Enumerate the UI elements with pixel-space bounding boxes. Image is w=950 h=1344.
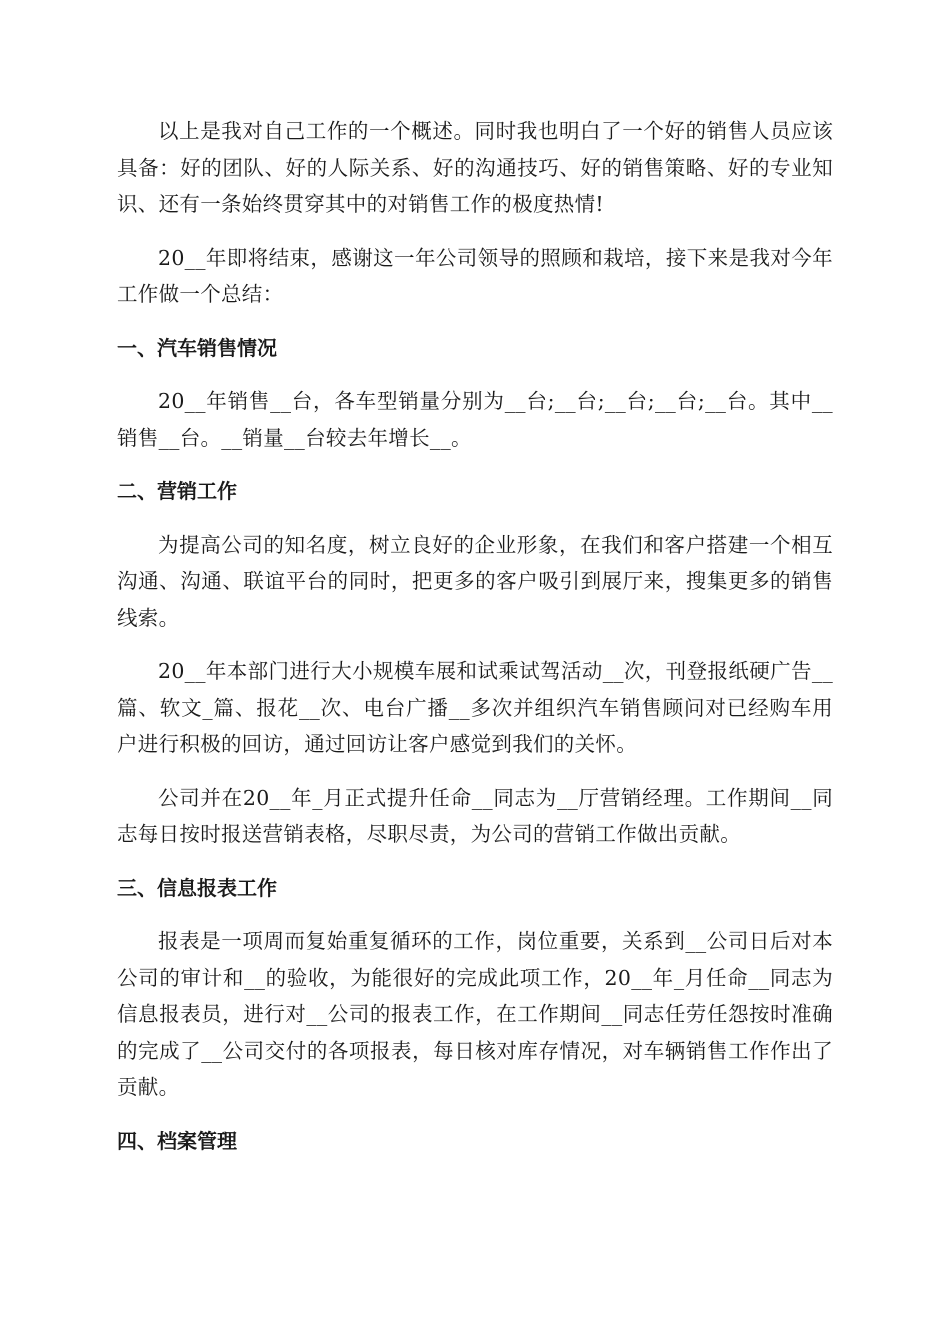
paragraph-summary-overview: 以上是我对自己工作的一个概述。同时我也明白了一个好的销售人员应该具备：好的团队、好的人际关系、好的沟通技巧、好的销售策略、好的专业知识、还有一条始终贯穿其中的对销售工作的极度热情! <box>117 119 833 216</box>
paragraph-manager-appointment: 公司并在20__年_月正式提升任命__同志为__厅营销经理。工作期间__同志每日按时报送营销表格，尽职尽责，为公司的营销工作做出贡献。 <box>117 785 833 846</box>
paragraph-reports-work: 报表是一项周而复始重复循环的工作，岗位重要，关系到__公司日后对本公司的审计和__的验收，为能很好的完成此项工作，20__年_月任命__同志为信息报表员，进行对__公司的报表工作，在工作期间__同志任劳任怨按时准确的完成了__公司交付的各项报表，每日核对库存情况，对车辆销售工作作出了贡献。 <box>117 929 833 1099</box>
document-body <box>117 113 833 1176</box>
paragraph-sales-figures: 20__年销售__台，各车型销量分别为__台;__台;__台;__台;__台。其中__销售__台。__销量__台较去年增长__。 <box>117 389 833 450</box>
section-heading-marketing: 二、营销工作 <box>117 479 237 503</box>
section-heading-archives: 四、档案管理 <box>117 1128 237 1153</box>
paragraph-marketing-goal: 为提高公司的知名度，树立良好的企业形象，在我们和客户搭建一个相互沟通、沟通、联谊平台的同时，把更多的客户吸引到展厅来，搜集更多的销售线索。 <box>117 532 833 630</box>
paragraph-year-end-intro: 20__年即将结束，感谢这一年公司领导的照顾和栽培，接下来是我对今年工作做一个总结： <box>117 245 833 306</box>
paragraph-marketing-activities: 20__年本部门进行大小规模车展和试乘试驾活动__次，刊登报纸硬广告__篇、软文_篇、报花__次、电台广播__多次并组织汽车销售顾问对已经购车用户进行积极的回访，通过回访让客户感觉到我们的关怀。 <box>117 659 833 756</box>
section-heading-car-sales: 一、汽车销售情况 <box>117 335 277 360</box>
section-heading-reports: 三、信息报表工作 <box>117 875 277 900</box>
